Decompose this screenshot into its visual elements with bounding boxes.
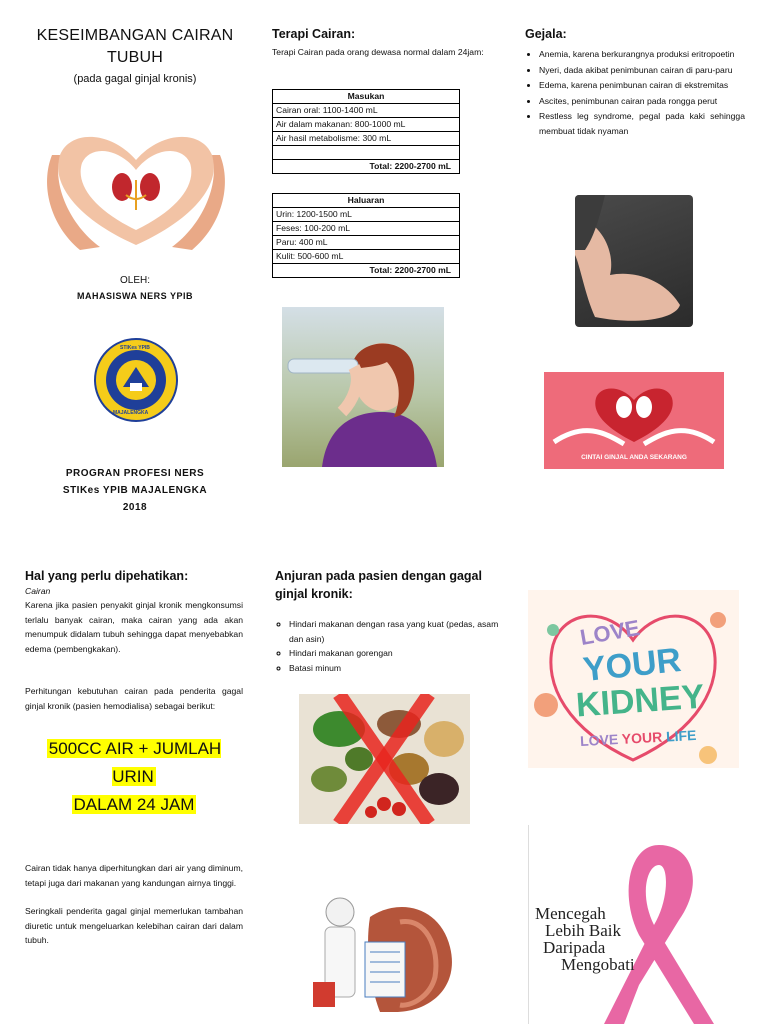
fluid-formula xyxy=(25,735,243,819)
ribbon-line1: Mencegah xyxy=(535,904,606,923)
ribbon-line3: Daripada xyxy=(543,938,606,957)
advice-heading-line2: ginjal kronik: xyxy=(275,587,353,601)
ribbon-line4: Mengobati xyxy=(561,955,635,974)
symptom-item: • Edema, karena penimbunan cairan di ekstremitas xyxy=(539,78,745,93)
cover-title xyxy=(20,25,250,69)
logo-caption-top: STIKes YPIB xyxy=(120,345,150,351)
symptom-item: • Nyeri, dada akibat penimbunan cairan di paru-paru xyxy=(539,63,745,78)
notes-para1: Karena jika pasien penyakit ginjal kronik mengkonsumsi terlalu banyak cairan, maka cairan yang ada akan menumpuk didalam tubuh sehingga dapat menyebabkan edema (pembengkakan). xyxy=(25,600,243,654)
intake-table xyxy=(272,89,460,174)
output-table xyxy=(272,193,460,278)
cover-author: MAHASISWA NERS YPIB xyxy=(76,291,193,301)
love-your-kidney-poster xyxy=(528,590,739,768)
advice-heading-line1: Anjuran pada pasien dengan gagal xyxy=(275,569,482,583)
intake-row: Cairan oral: 1100-1400 mL xyxy=(273,104,460,118)
notes-para4: Seringkali penderita gagal ginjal memerlukan tambahan diuretic untuk mengeluarkan kelebihan cairan dari dalam tubuh. xyxy=(25,906,243,945)
symptoms-heading: Gejala: xyxy=(525,27,567,41)
food-avoid-image xyxy=(299,694,470,824)
notes-heading: Hal yang perlu dipehatikan: xyxy=(25,569,189,583)
closing-panel xyxy=(528,590,743,1024)
formula-line2: DALAM 24 JAM xyxy=(73,795,195,814)
intake-header: Masukan xyxy=(273,90,460,104)
love-line4-a: LOVE xyxy=(579,730,623,750)
advice-list xyxy=(275,617,500,675)
output-row: Urin: 1200-1500 mL xyxy=(273,208,460,222)
notes-panel xyxy=(25,567,243,1007)
pink-ribbon-poster xyxy=(528,825,734,1024)
cover-panel xyxy=(20,25,250,525)
ribbon-line2: Lebih Baik xyxy=(545,921,622,940)
cover-subtitle: (pada gagal ginjal kronis) xyxy=(73,73,197,85)
love-line4-c: LIFE xyxy=(661,726,697,745)
therapy-intro: Terapi Cairan pada orang dewasa normal dalam 24jam: xyxy=(272,47,484,57)
heart-hands-image xyxy=(40,125,232,250)
cover-by-label: OLEH: xyxy=(119,275,150,286)
love-line1: LOVE xyxy=(578,614,642,651)
intake-total: Total: 2200-2700 mL xyxy=(273,160,460,174)
advice-item: ◦ Hindari makanan dengan rasa yang kuat (pedas, asam dan asin) xyxy=(289,617,500,646)
love-line2: YOUR xyxy=(581,640,683,690)
kidney-love-banner xyxy=(544,372,724,469)
advice-heading xyxy=(275,567,500,603)
program-year: 2018 xyxy=(122,502,148,513)
output-row: Feses: 100-200 mL xyxy=(273,222,460,236)
edema-foot-image xyxy=(575,195,693,327)
logo-caption-bottom: MAJALENGKA xyxy=(113,410,149,416)
love-line3: KIDNEY xyxy=(574,677,706,725)
output-row: Paru: 400 mL xyxy=(273,236,460,250)
intake-row: Air hasil metabolisme: 300 mL xyxy=(273,132,460,146)
kidney-banner-caption: CINTAI GINJAL ANDA SEKARANG xyxy=(581,454,687,461)
ribbon-text xyxy=(535,905,635,973)
doctor-kidney-image xyxy=(310,887,475,1012)
output-row: Kulit: 500-600 mL xyxy=(273,250,460,264)
formula-line1: 500CC AIR + JUMLAH URIN xyxy=(48,739,222,786)
woman-drinking-image xyxy=(282,307,444,467)
symptoms-list xyxy=(525,47,745,138)
notes-subheading: Cairan xyxy=(25,586,51,596)
notes-para3: Cairan tidak hanya diperhitungkan dari air yang diminum, tetapi juga dari makanan yang kandungan airnya tinggi. xyxy=(25,863,243,888)
program-line1: PROGRAN PROFESI NERS xyxy=(65,468,205,479)
output-total: Total: 2200-2700 mL xyxy=(273,264,460,278)
therapy-panel xyxy=(272,25,497,475)
advice-panel xyxy=(275,567,500,1007)
love-line4-b: YOUR xyxy=(621,728,663,747)
intake-row: Air dalam makanan: 800-1000 mL xyxy=(273,118,460,132)
symptom-item: • Ascites, penimbunan cairan pada rongga perut xyxy=(539,94,745,109)
advice-item: ◦ Batasi minum xyxy=(289,661,500,676)
therapy-heading: Terapi Cairan: xyxy=(272,27,356,41)
symptom-item: • Anemia, karena berkurangnya produksi eritropoetin xyxy=(539,47,745,62)
notes-para2: Perhitungan kebutuhan cairan pada penderita gagal ginjal kronik (pasien hemodialisa) sebagai berikut: xyxy=(25,686,243,711)
symptoms-panel xyxy=(525,25,745,475)
cover-title-line1: KESEIMBANGAN CAIRAN xyxy=(36,27,234,44)
cover-title-line2: TUBUH xyxy=(106,49,164,66)
program-line2: STIKes YPIB MAJALENGKA xyxy=(62,485,208,496)
intake-row xyxy=(273,146,460,160)
symptom-item: • Restless leg syndrome, pegal pada kaki sehingga membuat tidak nyaman xyxy=(539,109,745,138)
output-header: Haluaran xyxy=(273,194,460,208)
advice-item: ◦ Hindari makanan gorengan xyxy=(289,646,500,661)
